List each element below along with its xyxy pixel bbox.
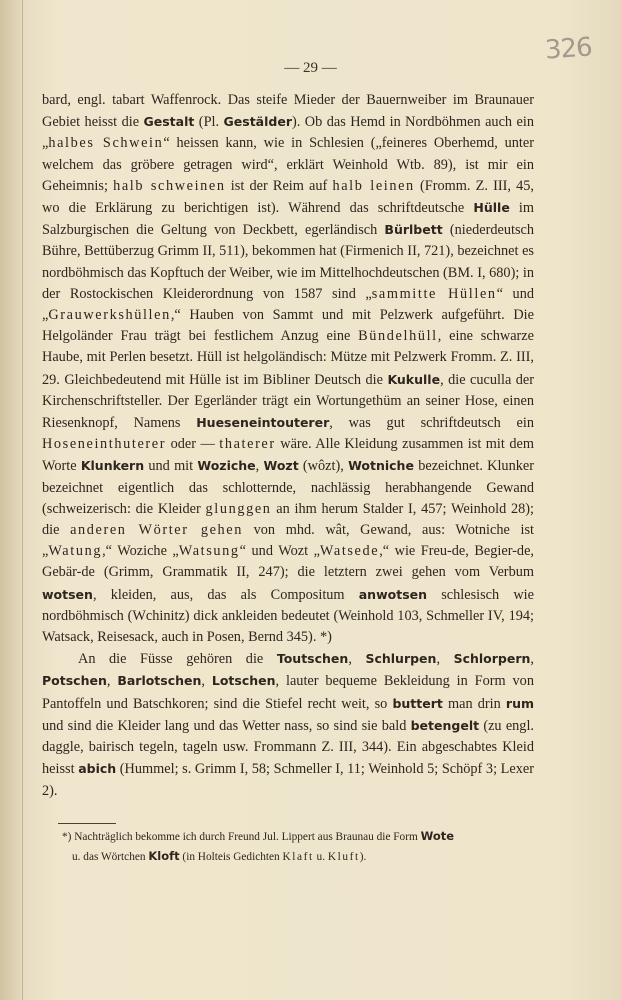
text-run: (Hummel; s. Grimm I, 58; Schmeller I, 11; Weinhold 5; Schöpf 3; Lexer 2). <box>42 761 534 799</box>
bold-term: buttert <box>392 695 443 711</box>
bold-term: Barlotschen <box>117 673 202 689</box>
text-run: ). Ob das Hemd in Nordböhmen auch ein „ <box>42 114 534 152</box>
text-run: , <box>255 458 264 475</box>
spaced-term: halbes Schwein <box>48 135 164 152</box>
bold-term: wotsen <box>42 586 93 602</box>
bold-term: Lotschen <box>211 673 276 689</box>
text-run: bard, engl. tabart Waffenrock. Das steife Mieder der Bauernweiber im Braunauer Gebiet heisst die <box>42 92 534 131</box>
spaced-term: thaterer <box>219 436 276 453</box>
pencil-annotation: 326 <box>544 32 593 66</box>
spaced-term: Watung <box>48 543 103 560</box>
text-run: , was gut schriftdeutsch ein <box>329 415 534 432</box>
text-run: und sind die Kleider lang und das Wetter nass, so sind sie bald <box>42 717 411 734</box>
page-binding-shadow <box>0 0 23 1000</box>
spaced-term: Watsede <box>319 543 380 560</box>
text-run: ). <box>359 851 367 863</box>
text-run: ,“ Hauben von Sammt und mit Pelzwerk aufgeführt. Die Helgoländer Frau trägt bei festlichem Anzug eine <box>42 307 534 345</box>
text-run: , die cuculla der Kirchenschriftsteller. Der Egerländer trägt ein Wortungethüm an seiner Hose, einen Riesenknopf, Namens <box>42 371 535 432</box>
page-number: — 29 — <box>284 60 337 76</box>
text-run: *) Nachträglich bekomme ich durch Freund Jul. Lippert aus Braunau die Form <box>62 831 421 843</box>
text-run: “ und „ <box>42 285 534 324</box>
bold-term: Kukulle <box>387 371 441 387</box>
text-run: im Salzburgischen die Geltung von Deckbett, egerländisch <box>42 200 535 239</box>
bold-term: Toutschen <box>276 651 349 667</box>
text-run: (niederdeutsch Bühre, Bettüberzug Grimm II, 511), bekommen hat (Firmenich II, 721), bezeichnet es nordböhmisch das Kopftuch der Weiber, wie im Mittelhochdeutschen (BM. I, 680); in der Rostockischen Kleiderordnung von 1587 sind „ <box>42 222 534 302</box>
spaced-term: halb leinen <box>332 177 415 194</box>
text-run: (zu engl. daggle, bairisch tegeln, tageln usw. Frommann Z. III, 344). Ein abgeschabtes Kleid heisst <box>42 717 535 778</box>
spaced-term: Bündelhüll <box>358 328 438 345</box>
text-run: , lauter bequeme Bekleidung in Form von Pantoffeln und Batschkoren; sind die Stiefel recht weit, so <box>42 673 534 712</box>
bold-term: rum <box>505 695 535 711</box>
spaced-term: Hoseneinthuterer <box>42 436 167 453</box>
bold-term: abich <box>78 761 117 777</box>
spaced-term: Grauwerkshüllen <box>48 307 171 324</box>
text-run: , eine schwarze Haube, mit Perlen besetzt. Hüll ist helgoländisch: Mütze mit Pelzwerk Fromm. Z. III, 29. Gleichbedeutend mit Hülle ist im Bibliner Deutsch die <box>42 328 534 388</box>
spaced-term: glunggen <box>205 500 272 517</box>
bold-term: betengelt <box>410 717 480 733</box>
text-run: schlesisch wie nordböhmisch (Wchinitz) dick ankleiden bedeutet (Weinhold 103, Schmeller IV, 194; Watsack, Reisesack, auch in Posen, Bernd 345). *) <box>42 586 535 646</box>
spaced-term: anderen Wörter gehen <box>70 522 243 539</box>
text-run: bezeichnet. Klunker bezeichnet eigentlich das schlotternde, nachlässig herabhangende Gewand (schweizerisch: die Kleider <box>42 458 534 517</box>
text-run: (in Holteis Gedichten <box>179 851 283 863</box>
bold-term: Potschen <box>42 673 107 689</box>
text-run: , kleiden, aus, das als Compositum <box>92 586 359 603</box>
text-run: u. <box>313 851 328 863</box>
text-run: oder — <box>166 436 220 453</box>
bold-term: Gestalt <box>143 114 195 130</box>
spaced-term: halb schweinen <box>113 177 226 194</box>
bold-term: Wozt <box>263 458 299 474</box>
bold-term: anwotsen <box>358 586 428 602</box>
text-run: an ihm herum Stalder I, 457; Weinhold 28); die <box>42 500 534 539</box>
text-run: , <box>106 673 118 690</box>
text-run: (wôzt), <box>298 458 349 475</box>
spaced-term: Kluft <box>327 851 360 863</box>
text-run: und mit <box>144 458 198 475</box>
text-run: , <box>530 651 534 668</box>
text-run: u. das Wörtchen <box>72 851 149 863</box>
spaced-term: Klaft <box>282 851 314 863</box>
bold-term: Hueseneintouterer <box>196 415 330 431</box>
text-run: ist der Reim auf <box>225 177 333 194</box>
bold-term: Woziche <box>197 458 256 474</box>
bold-term: Bürlbett <box>384 222 443 238</box>
text-run: ,“ Woziche „ <box>102 543 179 560</box>
bold-term: Schlorpern <box>453 651 531 667</box>
bold-term: Wotniche <box>348 458 414 474</box>
text-run: , <box>436 651 454 668</box>
bold-term: Hülle <box>473 200 510 216</box>
bold-term: Gestälder <box>223 114 292 130</box>
text-run: , <box>348 651 366 668</box>
footnote-rule <box>58 823 116 824</box>
bold-term: Klunkern <box>80 458 145 474</box>
text-run: (Fromm. Z. III, 45, wo die Erklärung zu berichtigen ist). Während das schriftdeutsche <box>42 177 534 217</box>
text-run: An die Füsse gehören die <box>78 651 277 668</box>
spaced-term: Watsung <box>178 543 240 560</box>
spaced-term: sammitte Hüllen <box>371 285 497 302</box>
text-run: wäre. Alle Kleidung zusammen ist mit dem Worte <box>42 436 534 475</box>
text-run: “ und Wozt „ <box>239 543 320 560</box>
text-run: man drin <box>442 695 506 712</box>
bold-term: Kloft <box>148 849 180 863</box>
text-run: (Pl. <box>194 114 224 131</box>
text-run: , <box>201 673 212 690</box>
text-run: von mhd. wât, Gewand, aus: Wotniche ist „ <box>42 522 534 560</box>
main-text <box>42 90 534 802</box>
paragraph-1 <box>42 90 534 648</box>
text-run: “ heissen kann, wie in Schlesien („feineres Oberhemd, unter welchem das gröbere getragen wird“, erklärt Weinhold Wtb. 89), ist mir ein Geheimnis; <box>42 135 534 194</box>
footnote <box>62 827 532 867</box>
paragraph-2 <box>42 648 534 801</box>
text-run: ,“ wie Freu-de, Begier-de, Gebär-de (Grimm, Grammatik II, 247); die letztern zwei gehen vom Verbum <box>42 543 534 581</box>
bold-term: Schlurpen <box>365 651 437 667</box>
bold-term: Wote <box>420 829 455 843</box>
